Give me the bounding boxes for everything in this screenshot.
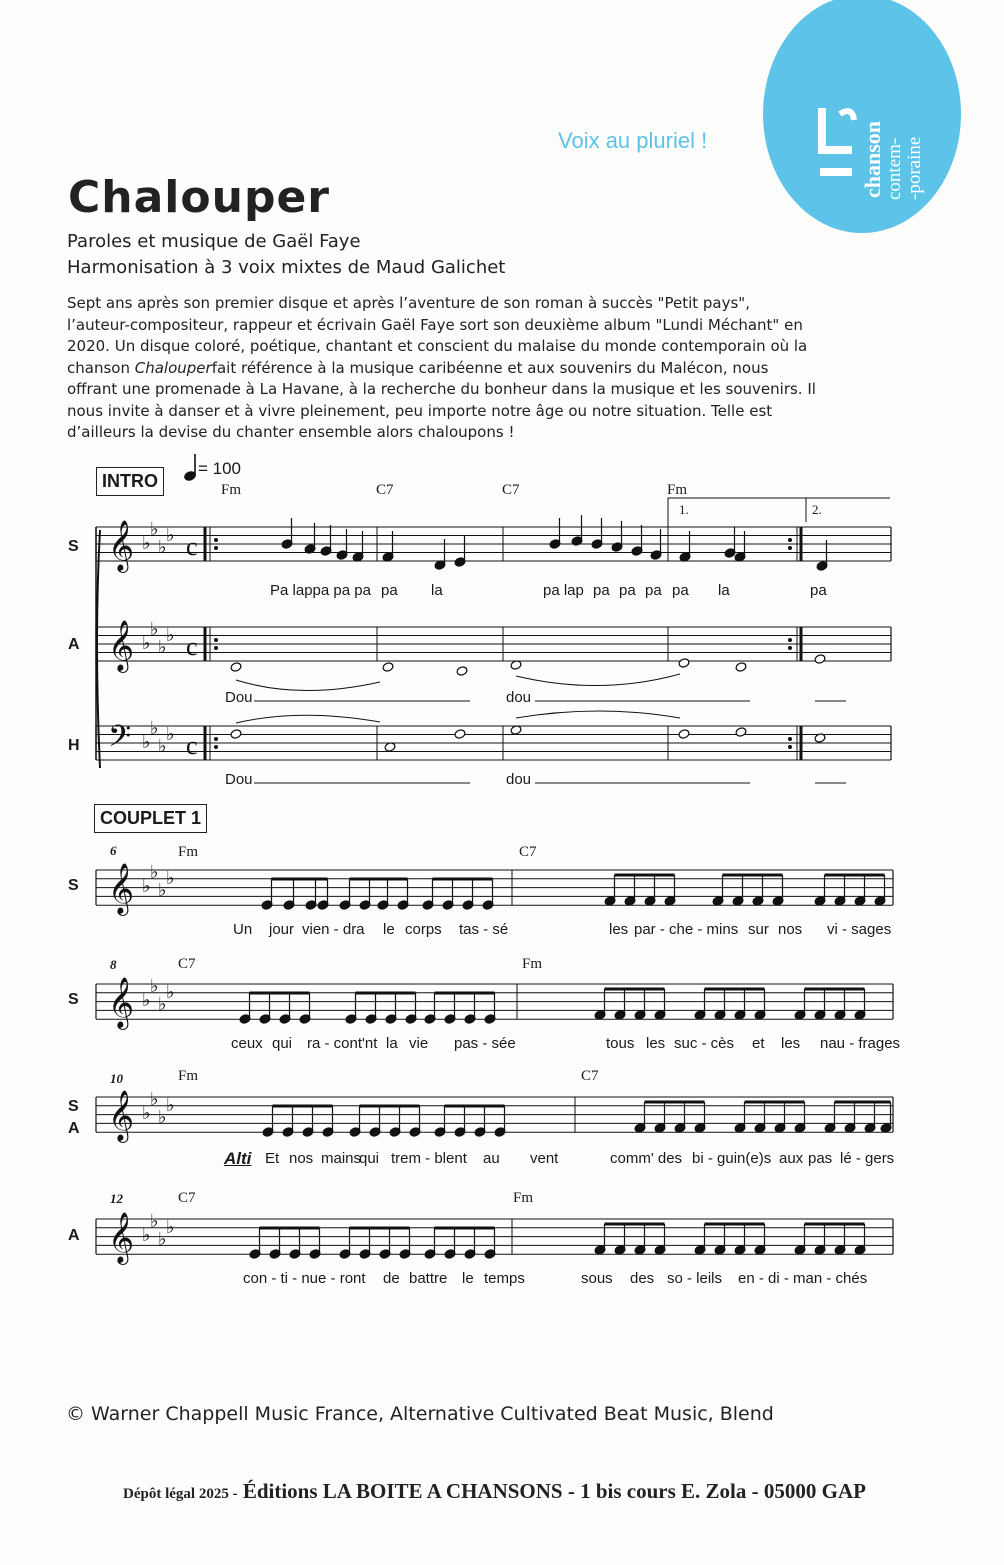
- note-head: [359, 900, 371, 911]
- song-title-italic: Chalouper: [134, 358, 212, 377]
- note-head: [424, 1249, 436, 1260]
- note-head: [732, 896, 744, 907]
- flat-icon: ♭: [158, 880, 167, 900]
- lyric: les: [781, 1035, 801, 1052]
- note-head: [614, 1245, 626, 1256]
- paragraph-line: offrant une promenade à La Havane, à la recherche du bonheur dans la musique et les souvenirs. Il: [67, 380, 816, 398]
- lyric-line: [0, 921, 1004, 941]
- lyric: les: [609, 921, 629, 938]
- note-head: [259, 1014, 271, 1025]
- note-head: [262, 1127, 274, 1138]
- note-head: [464, 1249, 476, 1260]
- alti-marker: Alti: [224, 1149, 252, 1168]
- paragraph-line: 2020. Un disque coloré, poétique, chantant et conscient du malaise du monde contemporain où la: [67, 337, 808, 355]
- lyric: pas - sée: [454, 1035, 516, 1052]
- voice-label: A: [68, 1227, 80, 1244]
- note-head: [305, 900, 317, 911]
- note-head: [424, 1014, 436, 1025]
- bass-clef-icon: 𝄢: [108, 720, 132, 760]
- intro-paragraph: [67, 293, 882, 444]
- paragraph-line: Sept ans après son premier disque et après l’aventure de son roman à succès "Petit pays",: [67, 294, 750, 312]
- lyric-line: [0, 1035, 1004, 1055]
- treble-clef-icon: 𝄞: [108, 1213, 135, 1262]
- lyric: la: [718, 582, 730, 599]
- note-head: [874, 896, 886, 907]
- note-head: [309, 1249, 321, 1260]
- note-head: [379, 1249, 391, 1260]
- time-signature-common: c: [186, 632, 198, 661]
- lyric: par - che - mins: [634, 921, 739, 938]
- note-head: [302, 1127, 314, 1138]
- note-head: [345, 1014, 357, 1025]
- lyric: sous: [581, 1270, 613, 1287]
- note-head: [444, 1249, 456, 1260]
- note-head: [854, 1010, 866, 1021]
- note-head: [752, 896, 764, 907]
- lyric: Pa lappa pa pa: [270, 582, 371, 599]
- flat-icon: ♭: [158, 537, 167, 557]
- lyric-line: [0, 1270, 1004, 1290]
- time-signature-common: c: [186, 731, 198, 760]
- note-head: [674, 1123, 686, 1134]
- treble-clef-icon: 𝄞: [108, 521, 135, 570]
- note-head: [385, 1014, 397, 1025]
- lyric: tous: [606, 1035, 635, 1052]
- flat-icon: ♭: [158, 994, 167, 1014]
- note-head: [794, 1245, 806, 1256]
- flat-icon: ♭: [150, 1089, 159, 1109]
- logo-word-chanson: chanson: [860, 120, 885, 198]
- lyric: vie: [409, 1035, 429, 1052]
- measure-number: 10: [110, 1071, 123, 1086]
- note-head: [634, 1010, 646, 1021]
- voice-label: S A: [68, 1098, 80, 1137]
- flat-icon: ♭: [166, 1217, 175, 1237]
- lyric: temps: [484, 1270, 525, 1287]
- lyric: de: [383, 1270, 400, 1287]
- lyric: nos: [289, 1150, 314, 1167]
- chord-symbol: C7: [581, 1068, 599, 1084]
- note-head: [484, 1014, 496, 1025]
- treble-clef-icon: 𝄞: [108, 978, 135, 1027]
- note-head: [864, 1123, 876, 1134]
- lyric: le: [383, 921, 395, 938]
- lyric: comm' des: [610, 1150, 683, 1167]
- note-head: [624, 896, 636, 907]
- note-head: [594, 1010, 606, 1021]
- note-head: [714, 1245, 726, 1256]
- chord-symbol: C7: [178, 1190, 196, 1206]
- note-head: [694, 1245, 706, 1256]
- lyric: lé - gers: [840, 1150, 895, 1167]
- note-head: [283, 900, 295, 911]
- note-head: [854, 1245, 866, 1256]
- note-head: [634, 1123, 646, 1134]
- note-head: [339, 900, 351, 911]
- lyric: Dou: [225, 689, 253, 706]
- note-head: [654, 1245, 666, 1256]
- note-head: [494, 1127, 506, 1138]
- lyric: trem - blent: [391, 1150, 467, 1167]
- flat-icon: ♭: [142, 1225, 151, 1245]
- lyric: dou: [506, 689, 532, 706]
- chord-symbol: C7: [519, 844, 537, 860]
- lyric: bi - guin(e)s: [692, 1150, 772, 1167]
- lyric: Un: [233, 921, 253, 938]
- flat-icon: ♭: [158, 1229, 167, 1249]
- flat-icon: ♭: [166, 868, 175, 888]
- note-head: [754, 1010, 766, 1021]
- note-head: [644, 896, 656, 907]
- publisher-footer: [123, 1479, 866, 1504]
- note-head: [844, 1123, 856, 1134]
- flat-icon: ♭: [142, 876, 151, 896]
- chord-symbol: Fm: [667, 482, 688, 498]
- lyric: vent: [530, 1150, 559, 1167]
- note-head: [694, 1010, 706, 1021]
- note-head: [339, 1249, 351, 1260]
- paragraph-line: d’ailleurs la devise du chanter ensemble alors chaloupons !: [67, 423, 515, 441]
- lyric: ceux: [231, 1035, 263, 1052]
- note-head: [794, 1123, 806, 1134]
- credits-lyrics: Paroles et musique de Gaël Faye: [67, 231, 361, 252]
- ending-2-label: 2.: [812, 502, 822, 517]
- flat-icon: ♭: [142, 732, 151, 752]
- lyric: qui: [272, 1035, 293, 1052]
- chord-symbol: Fm: [221, 482, 242, 498]
- paragraph-line: nous invite à danser et à vivre pleinement, peu importe notre âge ou notre situation. Telle est: [67, 401, 773, 420]
- voice-label: S: [68, 991, 79, 1008]
- note-head: [444, 1014, 456, 1025]
- lyric-line: [0, 1150, 1004, 1172]
- flat-icon: ♭: [166, 1095, 175, 1115]
- intro-label: INTRO: [96, 467, 164, 496]
- lyric: et: [752, 1035, 765, 1052]
- lyric: vi - sages: [827, 921, 892, 938]
- note-head: [734, 1123, 746, 1134]
- voice-label-soprano: S: [68, 538, 79, 555]
- note-head: [814, 1010, 826, 1021]
- lyric: ra - cont'nt: [307, 1035, 378, 1052]
- note-head: [359, 1249, 371, 1260]
- note-head: [880, 1123, 892, 1134]
- lyric: Et: [265, 1150, 280, 1167]
- lyric: sur: [748, 921, 769, 938]
- lyric: pas: [808, 1150, 833, 1167]
- lyric: pa: [593, 582, 610, 599]
- note-head: [654, 1010, 666, 1021]
- lyric: pa lap: [543, 582, 584, 599]
- note-head: [634, 1245, 646, 1256]
- flat-icon: ♭: [158, 637, 167, 657]
- note-head: [754, 1123, 766, 1134]
- note-head: [317, 900, 329, 911]
- measure-number: 12: [110, 1191, 123, 1206]
- lyric: mains: [321, 1150, 362, 1167]
- lyric: Dou: [225, 771, 253, 788]
- note-head: [454, 1127, 466, 1138]
- flat-icon: ♭: [142, 533, 151, 553]
- note-head: [774, 1123, 786, 1134]
- lyric: la: [386, 1035, 398, 1052]
- note-head: [834, 1010, 846, 1021]
- lyric: suc - cès: [674, 1035, 735, 1052]
- couplet-label: COUPLET 1: [94, 804, 207, 833]
- note-head: [464, 1014, 476, 1025]
- note-head: [834, 896, 846, 907]
- lyric: aux: [779, 1150, 804, 1167]
- note-head: [794, 1010, 806, 1021]
- logo-word-poraine: -poraine: [904, 136, 925, 200]
- time-signature-common: c: [186, 532, 198, 561]
- lyric: des: [630, 1270, 655, 1287]
- flat-icon: ♭: [158, 1107, 167, 1127]
- treble-clef-icon: 𝄞: [108, 864, 135, 913]
- measure-number: 8: [110, 957, 117, 972]
- note-head: [664, 896, 676, 907]
- note-head: [814, 896, 826, 907]
- note-head: [405, 1014, 417, 1025]
- lyric: pa: [672, 582, 689, 599]
- note-head: [714, 1010, 726, 1021]
- logo-wordmark: [858, 60, 925, 200]
- flat-icon: ♭: [166, 625, 175, 645]
- ending-1-label: 1.: [679, 502, 689, 517]
- note-head: [834, 1245, 846, 1256]
- voice-label: S: [68, 877, 79, 894]
- note-head: [269, 1249, 281, 1260]
- note-head: [712, 896, 724, 907]
- flat-icon: ♭: [150, 1211, 159, 1231]
- melisma-lines: [250, 698, 850, 788]
- voice-label-homme: H: [68, 737, 80, 754]
- note-head: [434, 1127, 446, 1138]
- voice-label-alto: A: [68, 636, 80, 653]
- logo-mark-icon: [812, 100, 862, 180]
- flat-icon: ♭: [142, 633, 151, 653]
- note-head: [614, 1010, 626, 1021]
- flat-icon: ♭: [150, 976, 159, 996]
- flat-icon: ♭: [166, 724, 175, 744]
- paragraph-line: l’auteur-compositeur, rappeur et écrivain Gaël Faye sort son deuxième album "Lundi Méchant" en: [67, 315, 803, 334]
- chord-symbol: C7: [376, 482, 394, 498]
- chord-symbol: Fm: [178, 844, 199, 860]
- lyric: con - ti - nue - ront: [243, 1270, 366, 1287]
- note-head: [474, 1127, 486, 1138]
- flat-icon: ♭: [150, 519, 159, 539]
- paragraph-line: chanson Chalouperfait référence à la musique caribéenne et aux souvenirs du Malécon, nous: [67, 358, 769, 377]
- note-head: [349, 1127, 361, 1138]
- note-head: [399, 1249, 411, 1260]
- note-head: [694, 1123, 706, 1134]
- chord-symbol: Fm: [522, 956, 543, 972]
- chord-symbol: C7: [178, 956, 196, 972]
- page-title: Chalouper: [68, 172, 330, 223]
- lyric: qui: [359, 1150, 380, 1167]
- note-head: [814, 1245, 826, 1256]
- note-head: [462, 900, 474, 911]
- publisher-name: Éditions LA BOITE A CHANSONS - 1 bis cours E. Zola - 05000 GAP: [242, 1479, 866, 1503]
- note-head: [409, 1127, 421, 1138]
- note-head: [289, 1249, 301, 1260]
- lyric: nos: [778, 921, 803, 938]
- legal-deposit: Dépôt légal 2025 -: [123, 1486, 238, 1502]
- note-head: [734, 1010, 746, 1021]
- lyric: la: [431, 582, 443, 599]
- tagline: Voix au pluriel !: [558, 128, 708, 153]
- note-head: [279, 1014, 291, 1025]
- tempo-marking: = 100: [198, 459, 242, 478]
- lyric: vien - dra: [302, 921, 365, 938]
- flat-icon: ♭: [142, 990, 151, 1010]
- chord-symbol: Fm: [178, 1068, 199, 1084]
- lyric: pa: [381, 582, 398, 599]
- note-head: [594, 1245, 606, 1256]
- note-head: [365, 1014, 377, 1025]
- flat-icon: ♭: [150, 619, 159, 639]
- note-head: [484, 1249, 496, 1260]
- note-head: [249, 1249, 261, 1260]
- measure-number: 6: [110, 843, 117, 858]
- note-head: [654, 1123, 666, 1134]
- lyric: au: [483, 1150, 500, 1167]
- note-head: [734, 1245, 746, 1256]
- note-head: [299, 1014, 311, 1025]
- note-head: [397, 900, 409, 911]
- note-head: [422, 900, 434, 911]
- lyric: en - di - man - chés: [738, 1270, 868, 1287]
- lyric: tas - sé: [459, 921, 509, 938]
- lyric: pa: [810, 582, 827, 599]
- lyric: corps: [405, 921, 442, 938]
- flat-icon: ♭: [158, 736, 167, 756]
- note-head: [239, 1014, 251, 1025]
- flat-icon: ♭: [150, 862, 159, 882]
- note-head: [282, 1127, 294, 1138]
- flat-icon: ♭: [166, 525, 175, 545]
- flat-icon: ♭: [142, 1103, 151, 1123]
- note-head: [322, 1127, 334, 1138]
- logo-word-contem: contem-: [884, 137, 905, 200]
- note-head: [442, 900, 454, 911]
- note-head: [389, 1127, 401, 1138]
- lyric: battre: [409, 1270, 448, 1287]
- credits-harmonisation: Harmonisation à 3 voix mixtes de Maud Galichet: [67, 257, 506, 278]
- lyric: jour: [269, 921, 295, 938]
- note-head: [369, 1127, 381, 1138]
- lyric: dou: [506, 771, 532, 788]
- lyric: pa: [645, 582, 662, 599]
- lyric: les: [646, 1035, 666, 1052]
- flat-icon: ♭: [166, 982, 175, 1002]
- note-head: [824, 1123, 836, 1134]
- chord-symbol: Fm: [513, 1190, 534, 1206]
- note-head: [772, 896, 784, 907]
- note-head: [854, 896, 866, 907]
- lyric: so - leils: [667, 1270, 723, 1287]
- note-head: [604, 896, 616, 907]
- treble-clef-icon: 𝄞: [108, 1091, 135, 1140]
- note-head: [482, 900, 494, 911]
- lyric: le: [462, 1270, 474, 1287]
- note-head: [754, 1245, 766, 1256]
- note-head: [261, 900, 273, 911]
- chord-symbol: C7: [502, 482, 520, 498]
- lyric: nau - frages: [820, 1035, 901, 1052]
- treble-clef-icon: 𝄞: [108, 621, 135, 670]
- lyric: pa: [619, 582, 636, 599]
- note-head: [377, 900, 389, 911]
- flat-icon: ♭: [150, 718, 159, 738]
- copyright-notice: © Warner Chappell Music France, Alternative Cultivated Beat Music, Blend: [66, 1403, 774, 1425]
